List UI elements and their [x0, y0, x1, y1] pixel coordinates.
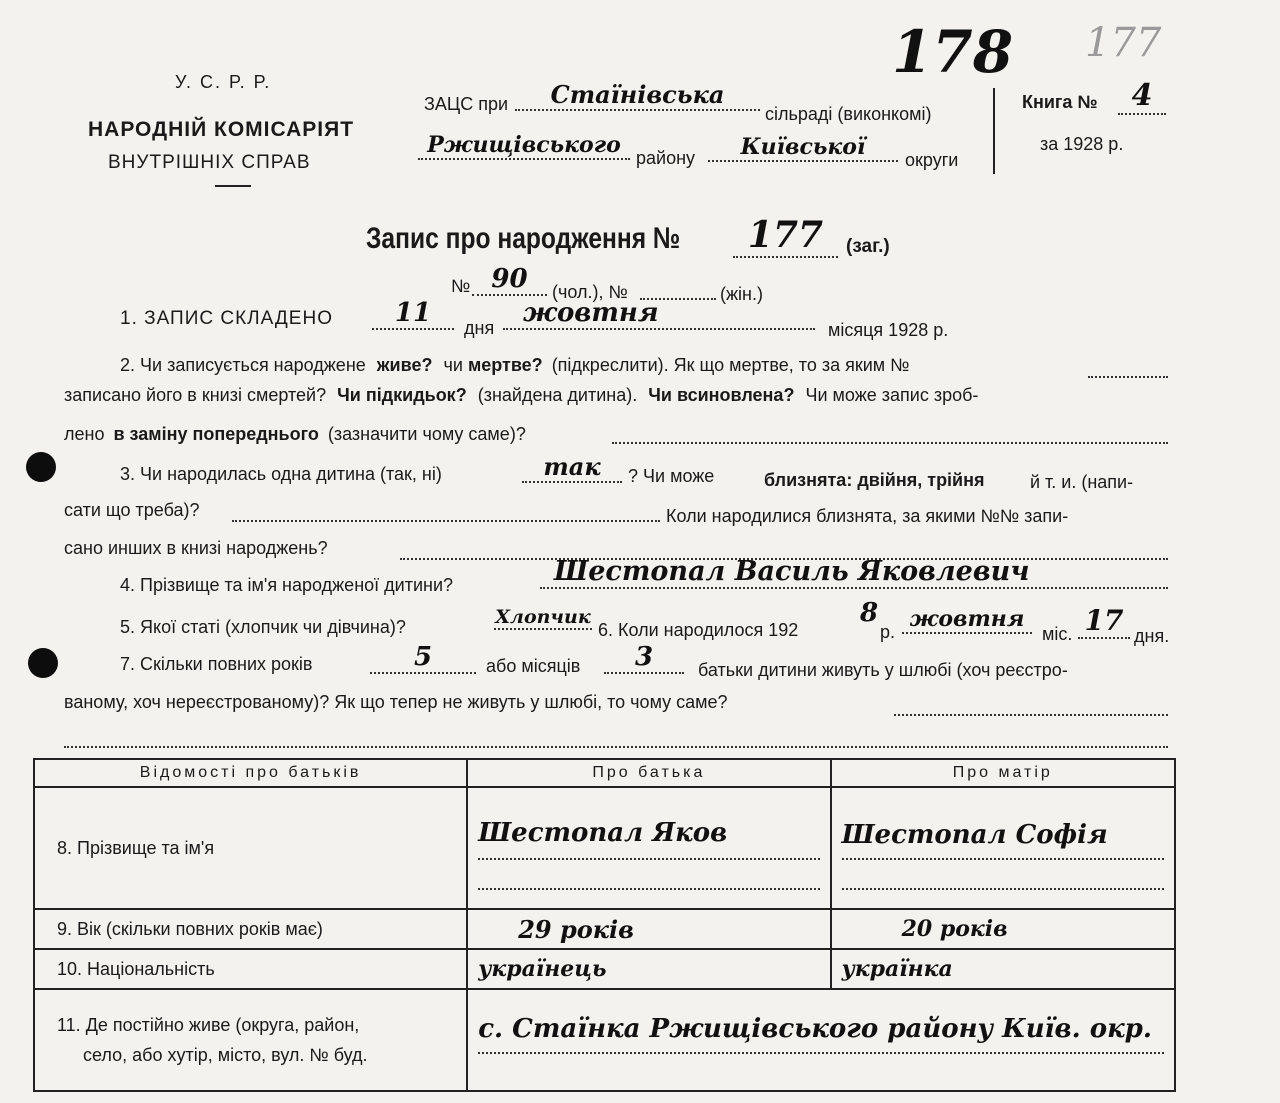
father-name-cell: [467, 787, 830, 909]
zags-label: ЗАЦС при: [424, 94, 509, 114]
archive-number-faint: 177: [1085, 20, 1162, 66]
q7-years: 5: [370, 642, 476, 674]
mother-nationality-cell: [831, 949, 1175, 989]
q2-foundling: Чи підкидьок?: [337, 385, 467, 405]
table-row: [34, 949, 1175, 989]
male-number-suffix: (чол.), №: [552, 282, 628, 302]
father-nationality-cell: [467, 949, 830, 989]
q3-answer: так: [522, 452, 622, 483]
table-row: [34, 787, 1175, 909]
q7-line1a: 7. Скільки повних років: [120, 654, 313, 674]
male-number-label: №: [451, 276, 471, 296]
q2-death-number-blank: [1088, 374, 1168, 378]
table-header-father: Про батька: [467, 759, 830, 787]
mother-age-value: 20 років: [901, 916, 1008, 942]
q2-line2: [64, 385, 978, 406]
q3-line2a: сати що треба)?: [64, 500, 200, 520]
father-age-value: 29 років: [518, 914, 634, 944]
q7-reason-blank-2: [64, 744, 1168, 748]
row-label-residence: [34, 989, 467, 1091]
row-label-text: 9. Вік (скільки повних років має): [57, 918, 323, 939]
table-header-info: Відомості про батьків: [34, 759, 467, 787]
district-label: району: [636, 148, 696, 168]
q2-line3a: лено: [64, 424, 105, 444]
record-title: Запис про народження №: [366, 222, 681, 255]
q2-line2b: (знайдена дитина).: [477, 385, 638, 405]
row-label-residence-line2: село, або хутір, місто, вул. № буд.: [83, 1045, 368, 1065]
cell-dotted-line: [478, 888, 819, 890]
q4-child-name: Шестопал Василь Яковлевич: [540, 556, 1168, 589]
father-name-value: Шестопал Яков: [478, 818, 728, 848]
q1-day-label: дня: [464, 318, 495, 338]
q1-day-value: 11: [372, 298, 454, 330]
cell-dotted-line: [842, 858, 1164, 860]
book-box-border: [993, 88, 995, 174]
table-header-row: [34, 759, 1175, 787]
row-label-text: 10. Національність: [57, 958, 215, 979]
q2-line1: [120, 355, 909, 376]
q3-line3: сано инших в книзі народжень?: [64, 538, 328, 558]
q2-adopted: Чи всиновлена?: [648, 385, 795, 405]
q2-line2c: Чи може запис зроб-: [805, 385, 979, 405]
okrug-value: Київської: [708, 134, 898, 162]
q2-replace: в заміну попереднього: [113, 424, 319, 444]
q2-line2a: записано його в книзі смертей?: [64, 385, 327, 405]
cell-dotted-line: [842, 888, 1164, 890]
book-year: за 1928 р.: [1040, 134, 1124, 154]
q6-r: р.: [880, 622, 896, 642]
mother-name-cell: [831, 787, 1175, 909]
mother-name-value: Шестопал Софія: [841, 820, 1108, 850]
q2-line3: [64, 424, 526, 445]
q2-dead: мертве?: [467, 355, 543, 375]
parents-table: [33, 758, 1176, 1092]
q5-value: Хлопчик: [495, 606, 591, 628]
table-row: [34, 909, 1175, 949]
residence-cell: [467, 989, 1175, 1091]
q6-dnya: дня.: [1134, 626, 1170, 646]
q2-line1-tail: (підкреслити). Як що мертве, то за яким №: [551, 355, 910, 375]
male-number-value: 90: [472, 264, 547, 296]
q2-alive: живе?: [376, 355, 433, 375]
q3-line1b: ? Чи може: [628, 466, 715, 486]
q5-label: 5. Якої статі (хлопчик чи дівчина)?: [120, 617, 406, 637]
book-number: 4: [1118, 78, 1166, 115]
table-header-mother: Про матір: [831, 759, 1175, 787]
commissariat-label: НАРОДНІЙ КОМІСАРІЯТ: [88, 118, 355, 141]
q3-line1c: й т. и. (напи-: [1030, 472, 1134, 492]
q2-or: чи: [443, 355, 463, 375]
q3-line1a: 3. Чи народилась одна дитина (так, ні): [120, 464, 442, 484]
row-label-age: [34, 909, 467, 949]
district-value: Ржищівського: [418, 132, 630, 160]
q7-months: 3: [604, 642, 684, 674]
cell-dotted-line: [478, 858, 819, 860]
q7-reason-blank-1: [894, 712, 1168, 716]
q1-month-value: жовтня: [503, 298, 815, 330]
q6-year: 8: [860, 598, 879, 628]
q2-line3b: (зазначити чому саме)?: [327, 424, 526, 444]
record-suffix: (заг.): [846, 236, 890, 257]
record-number: 177: [733, 214, 838, 258]
q3-line2b: Коли народилися близнята, за якими №№ запи-: [666, 506, 1069, 526]
archive-number: 178: [892, 18, 1014, 86]
okrug-label: округи: [905, 150, 959, 170]
father-age-cell: [467, 909, 830, 949]
q1-tail: місяця 1928 р.: [828, 320, 949, 340]
q1-label: 1. ЗАПИС СКЛАДЕНО: [120, 308, 333, 329]
residence-value: с. Стаїнка Ржищівського району Київ. окр.: [478, 1014, 1152, 1044]
table-row: [34, 989, 1175, 1091]
q7-line1c: батьки дитини живуть у шлюбі (хоч реєстро-: [698, 660, 1068, 680]
mother-age-cell: [831, 909, 1175, 949]
row-label-name: [34, 787, 467, 909]
cell-dotted-line: [478, 1052, 1164, 1054]
mother-nationality-value: українка: [841, 956, 953, 982]
q6-mis: міс.: [1042, 624, 1073, 644]
q2-line1-label: 2. Чи записується народжене: [120, 355, 366, 375]
q7-line1b: або місяців: [486, 656, 581, 676]
header-divider: [215, 185, 251, 187]
q3-twins: близнята: двійня, трійня: [764, 470, 985, 490]
row-label-residence-line1: 11. Де постійно живе (округа, район,: [57, 1015, 360, 1035]
row-label-nationality: [34, 949, 467, 989]
q6-day: 17: [1078, 604, 1130, 639]
q2-replace-blank: [612, 440, 1168, 444]
q4-label: 4. Прізвище та ім'я народженої дитини?: [120, 575, 454, 595]
book-label: Книга №: [1022, 92, 1098, 112]
punch-hole: [26, 452, 56, 482]
punch-hole: [28, 648, 58, 678]
father-nationality-value: українець: [478, 956, 607, 982]
female-number-suffix: (жін.): [720, 284, 763, 304]
department-label: ВНУТРІШНІХ СПРАВ: [108, 152, 311, 173]
q6-month: жовтня: [902, 606, 1032, 634]
zags-village-value: Стаїнівська: [515, 80, 760, 111]
republic-label: У. С. Р. Р.: [175, 72, 272, 92]
q7-line2: ваному, хоч нереєстрованому)? Як що тепер не живуть у шлюбі, то чому саме?: [64, 692, 728, 712]
q6-label: 6. Коли народилося 192: [598, 620, 799, 640]
village-council-label: сільраді (виконкомі): [765, 104, 932, 124]
row-label-text: 8. Прізвище та ім'я: [57, 837, 215, 858]
q3-twins-blank: [232, 518, 660, 522]
